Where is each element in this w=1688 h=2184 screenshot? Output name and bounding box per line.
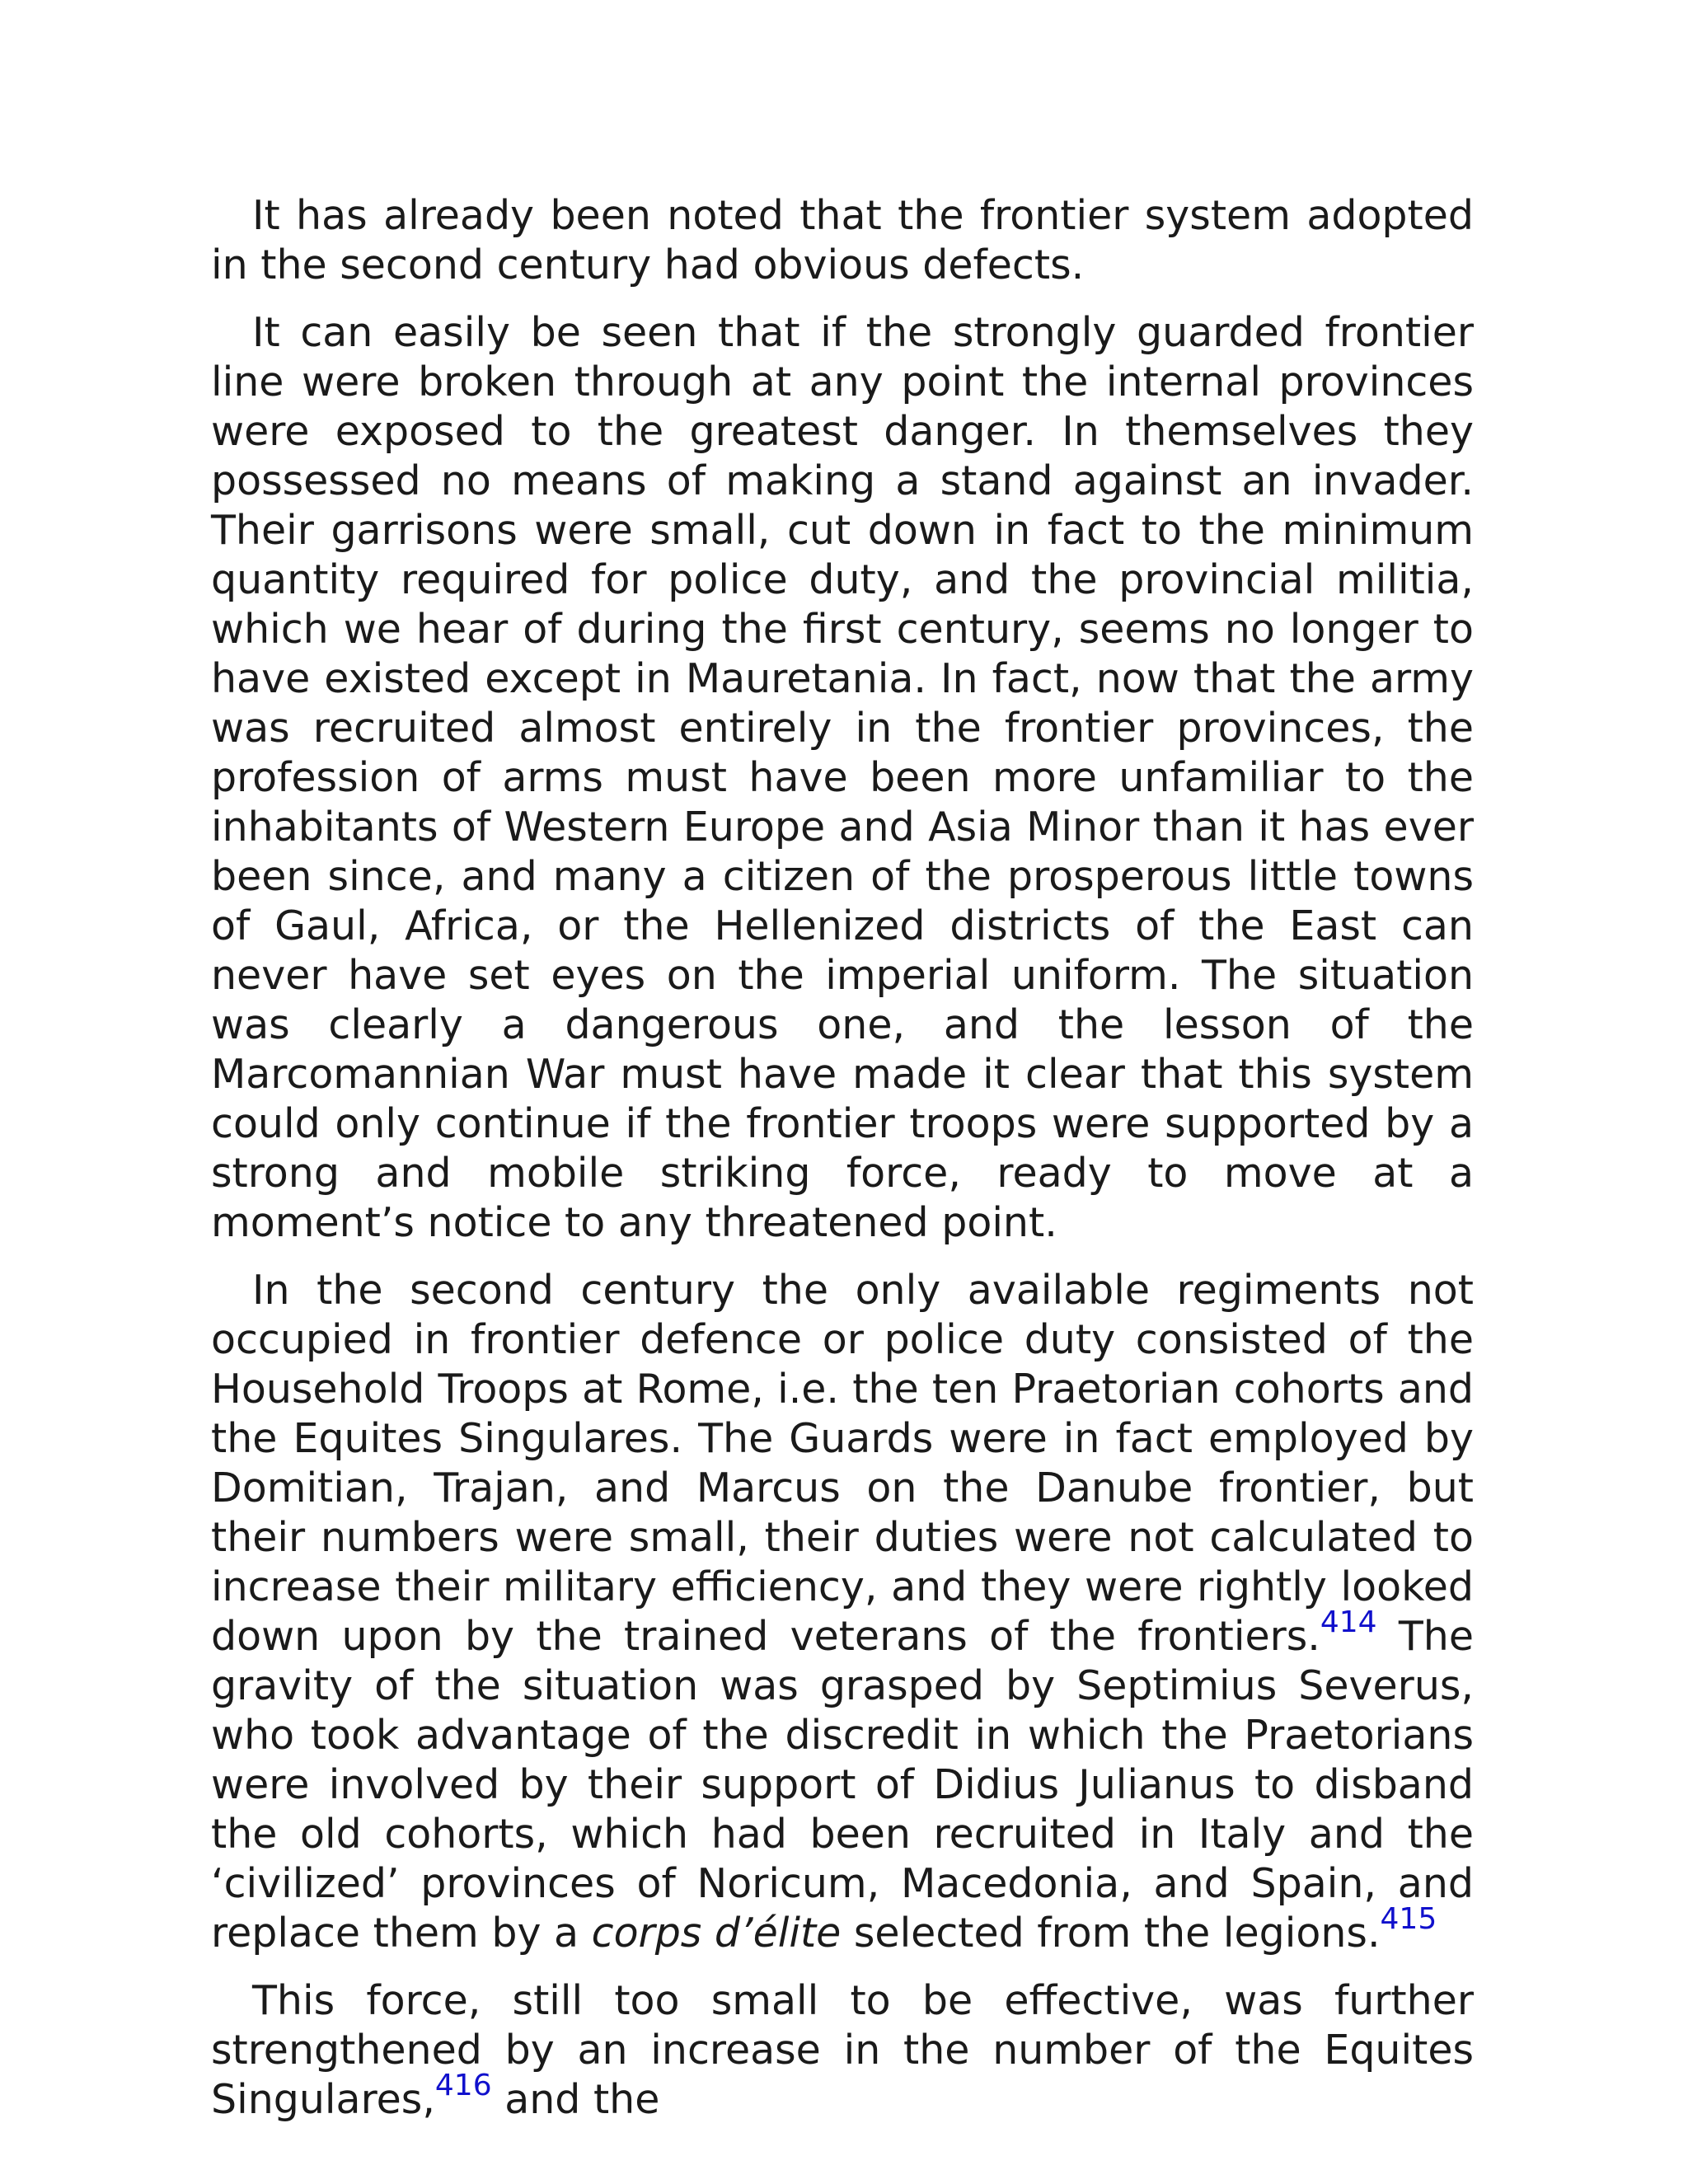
footnote-link-415[interactable]: 415	[1380, 1902, 1437, 1936]
paragraph-4	[211, 1976, 1474, 2125]
paragraph-3-emphasis: corps d’élite	[591, 1910, 842, 1957]
paragraph-3-text-c: selected from the legions.	[841, 1910, 1381, 1957]
paragraph-1: It has already been noted that the frontier system adopted in the second century had obvious defects.	[211, 192, 1474, 288]
paragraph-3	[211, 1266, 1474, 1958]
paragraph-4-text-a: This force, still too small to be effective, was further strengthened by an increase in the number of the Equites Singulares,	[211, 1977, 1474, 2123]
paragraph-4-text-b: and the	[491, 2076, 660, 2123]
paragraph-3-text-a: In the second century the only available regiments not occupied in frontier defence or police duty consisted of the Household Troops at Rome, i.e. the ten Praetorian cohorts and the Equites Singulares. The Guards were in fact employed by Domitian, Trajan, and Marcus on the Danube frontier, but their numbers were small, their duties were not calculated to increase their military efficiency, and they were rightly looked down upon by the trained veterans of the frontiers.	[211, 1267, 1474, 1660]
footnote-link-414[interactable]: 414	[1320, 1605, 1377, 1639]
footnote-link-416[interactable]: 416	[434, 2069, 492, 2102]
paragraph-3-text-b: The gravity of the situation was grasped by Septimius Severus, who took advantage of the discredit in which the Praetorians were involved by their support of Didius Julianus to disband the old cohorts, which had been recruited in Italy and the ‘civilized’ provinces of Noricum, Macedonia, and Spain, and replace them by a	[211, 1613, 1474, 1957]
paragraph-2: It can easily be seen that if the strongly guarded frontier line were broken through at any point the internal provinces were exposed to the greatest danger. In themselves they possessed no means of making a stand against an invader. Their garrisons were small, cut down in fact to the minimum quantity required for police duty, and the provincial militia, which we hear of during the first century, seems no longer to have existed except in Mauretania. In fact, now that the army was recruited almost entirely in the frontier provinces, the profession of arms must have been more unfamiliar to the inhabitants of Western Europe and Asia Minor than it has ever been since, and many a citizen of the prosperous little towns of Gaul, Africa, or the Hellenized districts of the East can never have set eyes on the imperial uniform. The situation was clearly a dangerous one, and the lesson of the Marcomannian War must have made it clear that this system could only continue if the frontier troops were supported by a strong and mobile striking force, ready to move at a moment’s notice to any threatened point.	[211, 309, 1474, 1246]
page-body	[211, 191, 1474, 2143]
